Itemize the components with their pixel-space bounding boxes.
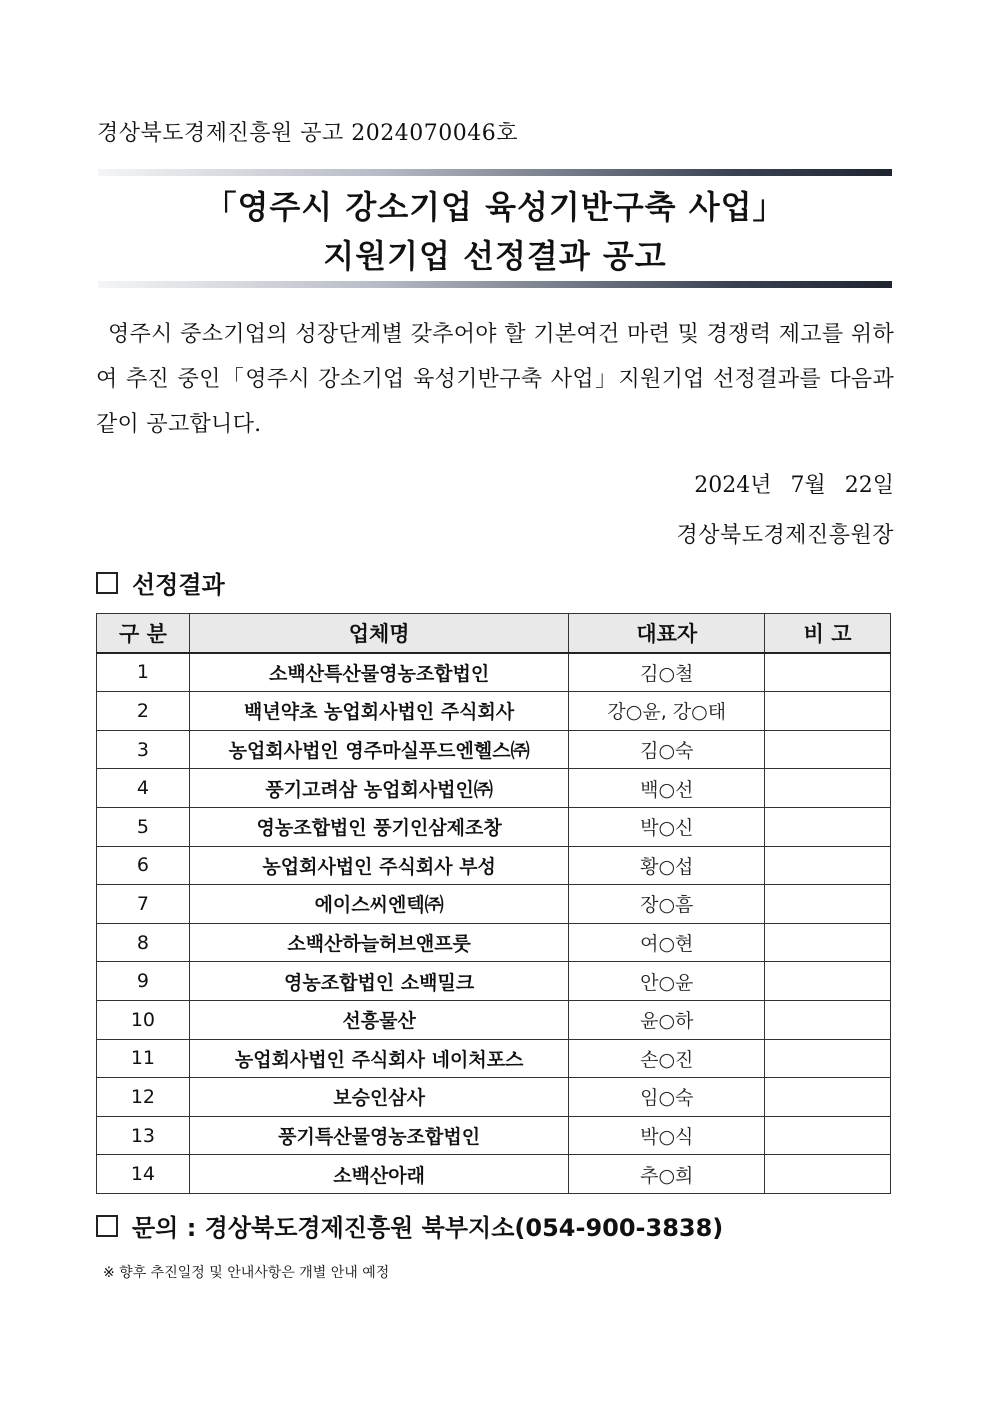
row-company: 소백산아래 <box>189 1155 568 1194</box>
table-row <box>97 1116 891 1155</box>
row-note <box>765 962 891 1001</box>
row-note <box>765 769 891 808</box>
row-company: 농업회사법인 주식회사 네이처포스 <box>189 1039 568 1078</box>
checkbox-square-icon <box>96 572 118 594</box>
table-row <box>97 1155 891 1194</box>
row-note <box>765 923 891 962</box>
table-row <box>97 692 891 731</box>
row-no: 7 <box>97 885 190 924</box>
title-line-2: 지원기업 선정결과 공고 <box>323 237 667 275</box>
title-top-rule <box>98 169 892 176</box>
row-note <box>765 807 891 846</box>
row-note <box>765 653 891 692</box>
row-note <box>765 1155 891 1194</box>
title-line-1: 「영주시 강소기업 육성기반구축 사업」 <box>204 188 786 226</box>
title-bottom-rule <box>98 281 892 288</box>
row-no: 2 <box>97 692 190 731</box>
row-rep: 여○현 <box>569 923 765 962</box>
header-rep: 대표자 <box>569 614 765 653</box>
row-note <box>765 846 891 885</box>
notice-number: 경상북도경제진흥원 공고 2024070046호 <box>97 121 518 146</box>
row-note <box>765 730 891 769</box>
row-no: 13 <box>97 1116 190 1155</box>
row-no: 12 <box>97 1078 190 1117</box>
row-company: 풍기특산물영농조합법인 <box>189 1116 568 1155</box>
row-no: 4 <box>97 769 190 808</box>
footnote: ※ 향후 추진일정 및 안내사항은 개별 안내 예정 <box>103 1265 390 1281</box>
table-row <box>97 1078 891 1117</box>
row-no: 9 <box>97 962 190 1001</box>
header-no: 구 분 <box>97 614 190 653</box>
row-note <box>765 1000 891 1039</box>
table-header-row <box>97 614 891 653</box>
signer: 경상북도경제진흥원장 <box>676 523 894 548</box>
header-note: 비 고 <box>765 614 891 653</box>
results-table <box>96 613 891 1194</box>
row-no: 14 <box>97 1155 190 1194</box>
row-company: 소백산특산물영농조합법인 <box>189 653 568 692</box>
table-row <box>97 885 891 924</box>
row-note <box>765 1039 891 1078</box>
row-no: 10 <box>97 1000 190 1039</box>
body-text: 영주시 중소기업의 성장단계별 갖추어야 할 기본여건 마련 및 경쟁력 제고를 위하여 추진 중인「영주시 강소기업 육성기반구축 사업」지원기업 선정결과를 다음과 같이 공고합니다. <box>96 322 894 437</box>
row-note <box>765 1078 891 1117</box>
row-rep: 추○희 <box>569 1155 765 1194</box>
checkbox-square-icon <box>96 1215 118 1237</box>
row-no: 1 <box>97 653 190 692</box>
header-company: 업체명 <box>189 614 568 653</box>
table-row <box>97 1039 891 1078</box>
row-company: 보승인삼사 <box>189 1078 568 1117</box>
row-rep: 윤○하 <box>569 1000 765 1039</box>
table-row <box>97 846 891 885</box>
row-rep: 장○흠 <box>569 885 765 924</box>
row-rep: 백○선 <box>569 769 765 808</box>
row-rep: 손○진 <box>569 1039 765 1078</box>
row-rep: 김○철 <box>569 653 765 692</box>
row-no: 11 <box>97 1039 190 1078</box>
row-rep: 박○식 <box>569 1116 765 1155</box>
row-company: 풍기고려삼 농업회사법인㈜ <box>189 769 568 808</box>
row-company: 영농조합법인 풍기인삼제조창 <box>189 807 568 846</box>
table-row <box>97 962 891 1001</box>
row-rep: 안○윤 <box>569 962 765 1001</box>
inquiry-text: 문의 : 경상북도경제진흥원 북부지소(054-900-3838) <box>132 1214 724 1242</box>
row-rep: 박○신 <box>569 807 765 846</box>
row-note <box>765 692 891 731</box>
row-rep: 강○윤, 강○태 <box>569 692 765 731</box>
row-company: 소백산하늘허브앤프룻 <box>189 923 568 962</box>
section-results-label: 선정결과 <box>132 571 225 599</box>
row-note <box>765 885 891 924</box>
row-company: 에이스씨엔텍㈜ <box>189 885 568 924</box>
row-company: 영농조합법인 소백밀크 <box>189 962 568 1001</box>
row-rep: 김○숙 <box>569 730 765 769</box>
section-results-heading <box>96 565 225 600</box>
table-row <box>97 807 891 846</box>
table-row <box>97 730 891 769</box>
row-company: 선흥물산 <box>189 1000 568 1039</box>
row-no: 6 <box>97 846 190 885</box>
row-company: 백년약초 농업회사법인 주식회사 <box>189 692 568 731</box>
table-row <box>97 1000 891 1039</box>
body-paragraph <box>96 312 894 447</box>
row-rep: 임○숙 <box>569 1078 765 1117</box>
table-row <box>97 653 891 692</box>
row-no: 8 <box>97 923 190 962</box>
table-row <box>97 923 891 962</box>
row-rep: 황○섭 <box>569 846 765 885</box>
notice-date: 2024년 7월 22일 <box>694 473 894 498</box>
section-inquiry-heading <box>96 1208 723 1243</box>
table-row <box>97 769 891 808</box>
row-company: 농업회사법인 주식회사 부성 <box>189 846 568 885</box>
row-company: 농업회사법인 영주마실푸드엔헬스㈜ <box>189 730 568 769</box>
row-no: 3 <box>97 730 190 769</box>
row-note <box>765 1116 891 1155</box>
row-no: 5 <box>97 807 190 846</box>
